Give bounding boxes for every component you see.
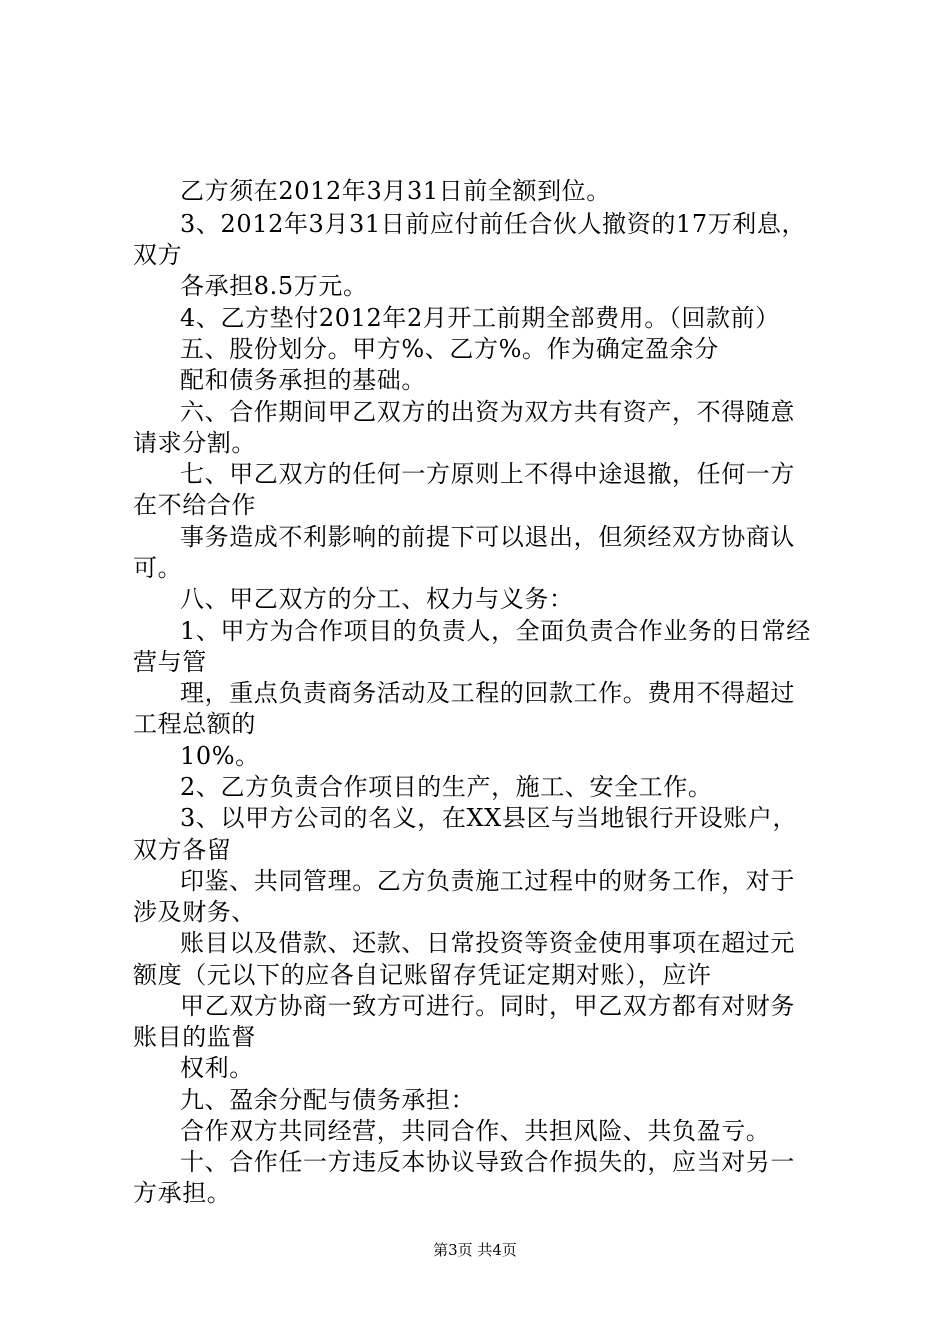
text-line: 各承担8.5万元。 [180,272,368,300]
text-line: 七、甲乙双方的任何一方原则上不得中途退撤，任何一方 [180,460,795,488]
text-line: 请求分割。 [133,429,256,457]
text-line: 事务造成不利影响的前提下可以退出，但须经双方协商认 [180,523,795,551]
text-line: 工程总额的 [133,710,256,738]
text-line: 账目以及借款、还款、日常投资等资金使用事项在超过元 [180,929,795,957]
text-line: 3、2012年3月31日前应付前任合伙人撤资的17万利息， [180,210,807,238]
text-line: 10%。 [180,742,260,770]
text-line: 1、甲方为合作项目的负责人，全面负责合作业务的日常经 [180,617,811,645]
text-line: 十、合作任一方违反本协议导致合作损失的，应当对另一 [180,1148,795,1176]
text-line: 方承担。 [133,1179,232,1207]
page-number-info: 第3页 共4页 [433,1241,517,1259]
text-line: 双方 [133,241,183,269]
text-line: 权利。 [180,1054,254,1082]
text-line: 六、合作期间甲乙双方的出资为双方共有资产，不得随意 [180,398,795,426]
text-line: 2、乙方负责合作项目的生产，施工、安全工作。 [180,773,713,801]
text-line: 配和债务承担的基础。 [180,366,426,394]
page-footer [0,1240,950,1260]
text-line: 营与管 [133,648,207,676]
text-line: 乙方须在2012年3月31日前全额到位。 [180,177,611,205]
text-line: 合作双方共同经营，共同合作、共担风险、共负盈亏。 [180,1117,771,1145]
text-line: 可。 [133,554,183,582]
text-line: 理，重点负责商务活动及工程的回款工作。费用不得超过 [180,679,795,707]
text-line: 涉及财务、 [133,898,256,926]
text-line: 甲乙双方协商一致方可进行。同时，甲乙双方都有对财务 [180,992,795,1020]
text-line: 在不给合作 [133,491,256,519]
text-line: 3、以甲方公司的名义，在XX县区与当地银行开设账户， [180,804,798,832]
text-line: 双方各留 [133,836,232,864]
text-line: 4、乙方垫付2012年2月开工前期全部费用。（回款前） [180,304,780,332]
text-line: 九、盈余分配与债务承担： [180,1086,476,1114]
text-line: 五、股份划分。甲方%、乙方%。作为确定盈余分 [180,335,719,363]
text-line: 账目的监督 [133,1023,256,1051]
text-line: 印鉴、共同管理。乙方负责施工过程中的财务工作，对于 [180,867,795,895]
text-line: 额度（元以下的应各自记账留存凭证定期对账），应许 [133,961,712,989]
text-line: 八、甲乙双方的分工、权力与义务： [180,585,574,613]
